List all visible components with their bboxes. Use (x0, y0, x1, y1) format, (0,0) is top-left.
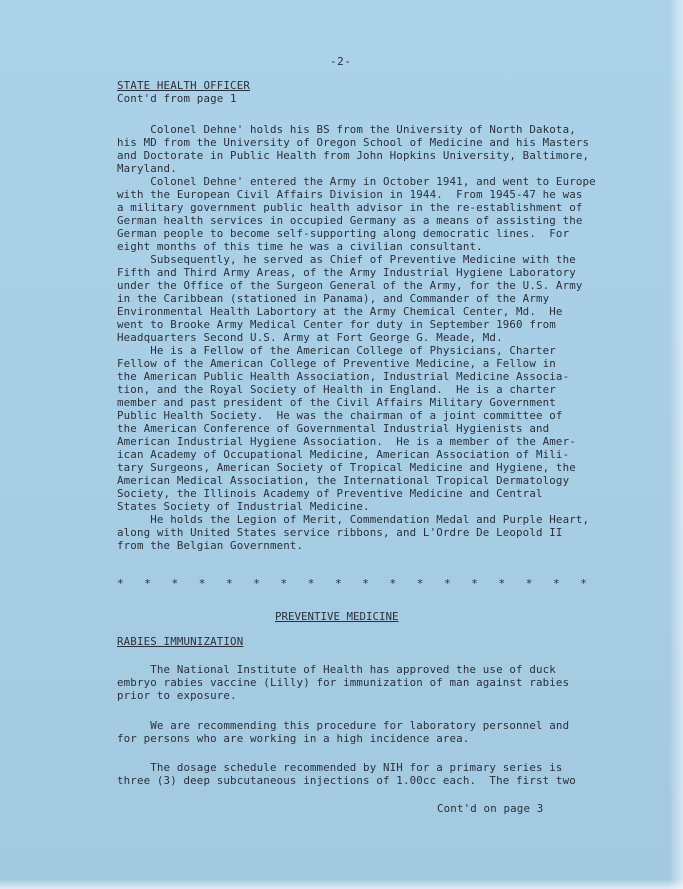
separator-star: * (580, 577, 587, 590)
separator-star: * (362, 577, 369, 590)
body-line: We are recommending this procedure for laboratory personnel and (117, 719, 570, 732)
body-line: the American Public Health Association, Industrial Medicine Associa- (117, 370, 570, 383)
body-line: and Doctorate in Public Health from John Hopkins University, Baltimore, (117, 149, 590, 162)
body-line: American Industrial Hygiene Association. He is a member of the Amer- (117, 435, 576, 448)
body-line: went to Brooke Army Medical Center for duty in September 1960 from (117, 318, 556, 331)
separator-star: * (444, 577, 451, 590)
page-number: -2- (330, 55, 352, 68)
body-line: tion, and the Royal Society of Health in England. He is a charter (117, 383, 556, 396)
separator-star: * (144, 577, 151, 590)
separator-star: * (198, 577, 206, 590)
body-line: embryo rabies vaccine (Lilly) for immunization of man against rabies (117, 676, 570, 689)
body-line: from the Belgian Government. (117, 539, 304, 552)
section-title-preventive-medicine: PREVENTIVE MEDICINE (275, 610, 399, 623)
body-line: German health services in occupied Germany as a means of assisting the (117, 214, 583, 227)
body-line: ican Academy of Occupational Medicine, American Association of Mili- (117, 448, 570, 461)
body-line: in the Caribbean (stationed in Panama), and Commander of the Army (117, 292, 550, 305)
body-line: Fellow of the American College of Preventive Medicine, a Fellow in (117, 357, 556, 370)
separator-star: * (525, 577, 533, 590)
body-line: member and past president of the Civil Affairs Military Government (117, 396, 556, 409)
separator-star: * (416, 577, 424, 590)
body-line: Subsequently, he served as Chief of Preventive Medicine with the (117, 253, 576, 266)
body-line: Headquarters Second U.S. Army at Fort George G. Meade, Md. (117, 331, 503, 344)
body-line: The National Institute of Health has approved the use of duck (117, 663, 556, 676)
body-line: He holds the Legion of Merit, Commendation Medal and Purple Heart, (117, 513, 590, 526)
separator-star: * (498, 577, 506, 590)
separator-star: * (171, 577, 179, 590)
body-line: along with United States service ribbons, and L'Ordre De Leopold II (117, 526, 563, 539)
asterisk-separator (117, 577, 587, 590)
body-line: Society, the Illinois Academy of Preventive Medicine and Central (117, 487, 543, 500)
body-line: He is a Fellow of the American College of Physicians, Charter (117, 344, 556, 357)
paper-bottom-edge (0, 879, 683, 889)
body-line: tary Surgeons, American Society of Tropical Medicine and Hygiene, the (117, 461, 576, 474)
body-line: German people to become self-supporting along democratic lines. For (117, 227, 570, 240)
body-line: prior to exposure. (117, 689, 237, 702)
body-line: a military government public health advisor in the re-establishment of (117, 201, 583, 214)
separator-star: * (335, 577, 342, 590)
separator-star: * (307, 577, 315, 590)
separator-star: * (471, 577, 478, 590)
body-line: Colonel Dehne' holds his BS from the University of North Dakota, (117, 123, 576, 136)
separator-star: * (117, 577, 124, 590)
body-line: his MD from the University of Oregon School of Medicine and his Masters (117, 136, 590, 149)
body-line: with the European Civil Affairs Division in 1944. From 1945-47 he was (117, 188, 583, 201)
body-line: under the Office of the Surgeon General of the Army, for the U.S. Army (117, 279, 583, 292)
continued-on-note: Cont'd on page 3 (437, 802, 544, 815)
body-line: eight months of this time he was a civilian consultant. (117, 240, 483, 253)
body-line: States Society of Industrial Medicine. (117, 500, 370, 513)
body-line: Maryland. (117, 162, 177, 175)
separator-star: * (280, 577, 288, 590)
body-line: the American Conference of Governmental Industrial Hygienists and (117, 422, 550, 435)
subheading-rabies-immunization: RABIES IMMUNIZATION (117, 635, 244, 648)
separator-star: * (226, 577, 233, 590)
body-line: American Medical Association, the International Tropical Dermatology (117, 474, 570, 487)
body-line: The dosage schedule recommended by NIH for a primary series is (117, 761, 563, 774)
section-heading-state-health-officer: STATE HEALTH OFFICER (117, 79, 251, 92)
separator-star: * (253, 577, 260, 590)
body-line: Environmental Health Labortory at the Army Chemical Center, Md. He (117, 305, 563, 318)
separator-star: * (553, 577, 560, 590)
body-line: for persons who are working in a high incidence area. (117, 732, 470, 745)
continued-from-note: Cont'd from page 1 (117, 92, 237, 105)
separator-star: * (389, 577, 397, 590)
body-line: Fifth and Third Army Areas, of the Army Industrial Hygiene Laboratory (117, 266, 576, 279)
body-line: Public Health Society. He was the chairman of a joint committee of (117, 409, 563, 422)
body-line: three (3) deep subcutaneous injections of 1.00cc each. The first two (117, 774, 576, 787)
body-line: Colonel Dehne' entered the Army in October 1941, and went to Europe (117, 175, 596, 188)
